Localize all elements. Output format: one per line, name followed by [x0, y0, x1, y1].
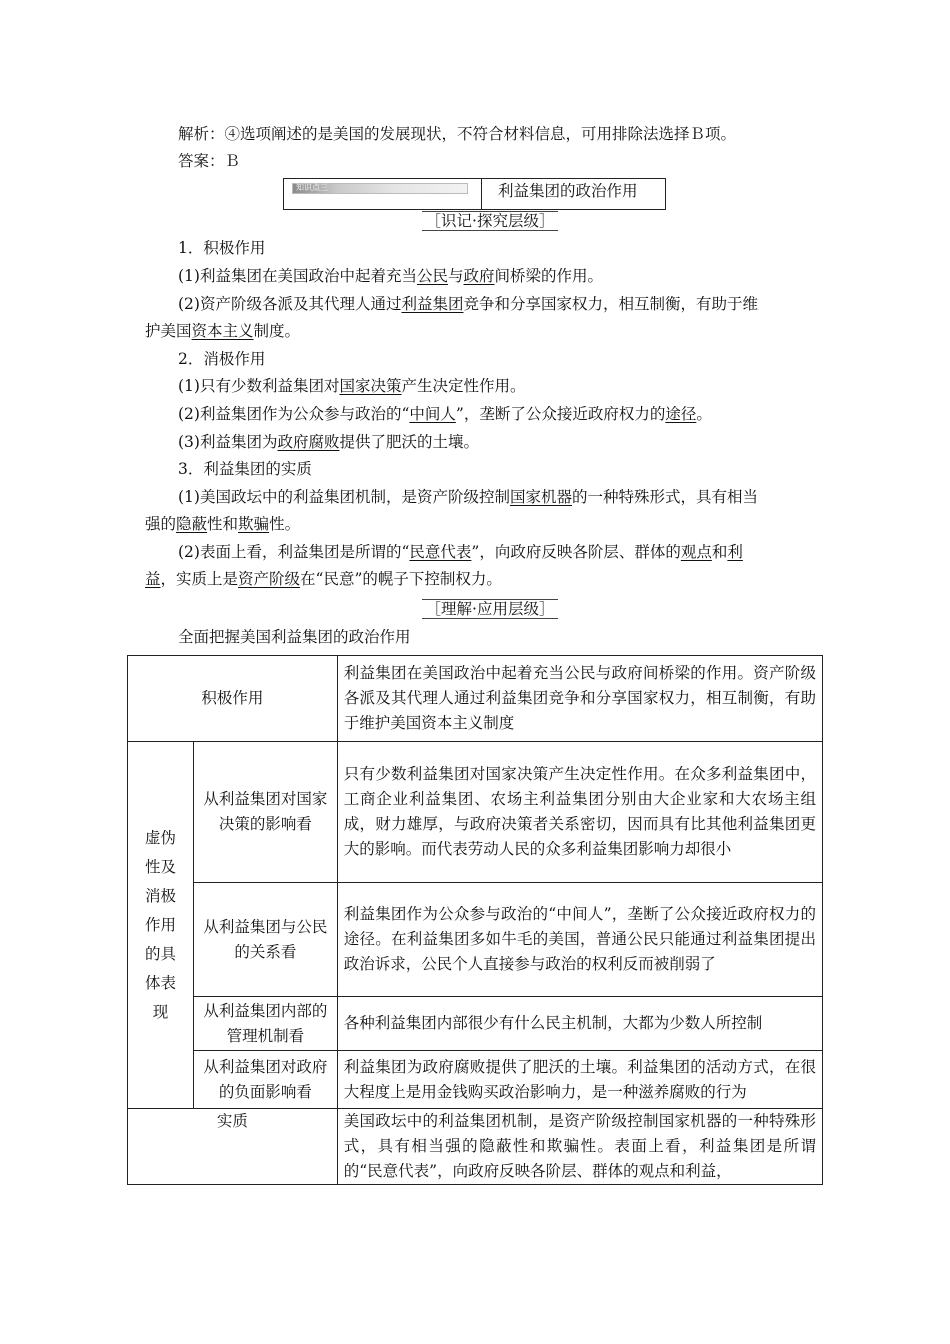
aspect-text-cell: 利益集团作为公众参与政治的“中间人”，垄断了公众接近政府权力的途径。在利益集团多如牛毛的美国，普通公民只能通过利益集团提出政治诉求，公民个人直接参与政治的权利反而被削弱了 — [337, 883, 822, 997]
essence-text-cell: 美国政坛中的利益集团机制，是资产阶级控制国家机器的一种特殊形式，具有相当强的隐蔽性和欺骗性。表面上看，利益集团是所谓的“民意代表”，向政府反映各阶层、群体的观点和利益， — [337, 1109, 822, 1185]
positive-point-2: (2)资产阶级各派及其代理人通过利益集团竞争和分享国家权力，相互制衡，有助于维 — [178, 295, 758, 313]
negative-heading: 2．消极作用 — [178, 350, 266, 368]
section-header — [283, 178, 666, 210]
negative-point-3: (3)利益集团为政府腐败提供了肥沃的土壤。 — [178, 433, 479, 451]
negative-point-1: (1)只有少数利益集团对国家决策产生决定性作用。 — [178, 377, 526, 395]
essence-label-cell: 实质 — [128, 1109, 338, 1185]
positive-point-1: (1)利益集团在美国政治中起着充当公民与政府间桥梁的作用。 — [178, 267, 604, 285]
positive-point-2-cont: 护美国资本主义制度。 — [145, 322, 301, 340]
section-tag-label: 知识点三 — [296, 183, 328, 192]
table-row — [128, 656, 823, 742]
aspect-text-cell: 只有少数利益集团对国家决策产生决定性作用。在众多利益集团中，工商企业利益集团、农场主利益集团分别由大企业家和大农场主组成，财力雄厚，与政府决策者关系密切，因而具有比其他利益集团更大的影响。而代表劳动人民的众多利益集团影响力却很小 — [337, 742, 822, 883]
essence-heading: 3．利益集团的实质 — [178, 460, 312, 478]
section-divider — [481, 179, 482, 209]
section-tag-badge — [292, 183, 468, 194]
essence-point-2: (2)表面上看，利益集团是所谓的“民意代表”，向政府反映各阶层、群体的观点和利 — [178, 543, 743, 561]
aspect-cell: 从利益集团内部的管理机制看 — [193, 997, 337, 1051]
essence-point-2-cont: 益，实质上是资产阶级在“民意”的幌子下控制权力。 — [145, 570, 502, 588]
aspect-cell: 从利益集团对政府的负面影响看 — [193, 1051, 337, 1109]
essence-point-1: (1)美国政坛中的利益集团机制，是资产阶级控制国家机器的一种特殊形式，具有相当 — [178, 488, 758, 506]
positive-label-cell: 积极作用 — [128, 656, 338, 742]
positive-heading: 1．积极作用 — [178, 239, 266, 257]
table-intro: 全面把握美国利益集团的政治作用 — [178, 628, 411, 646]
aspect-text-cell: 利益集团为政府腐败提供了肥沃的土壤。利益集团的活动方式，在很大程度上是用金钱购买政治影响力，是一种滋养腐败的行为 — [337, 1051, 822, 1109]
section-title: 利益集团的政治作用 — [498, 182, 638, 200]
table-row — [128, 742, 823, 883]
analysis-text: 解析：④选项阐述的是美国的发展现状，不符合材料信息，可用排除法选择Ｂ项。 — [178, 125, 737, 143]
level-label-recall: ［识记·探究层级］ — [422, 211, 558, 231]
negative-point-2: (2)利益集团作为公众参与政治的“中间人”，垄断了公众接近政府权力的途径。 — [178, 405, 712, 423]
table-row — [128, 1051, 823, 1109]
summary-table — [127, 655, 823, 1185]
positive-text-cell: 利益集团在美国政治中起着充当公民与政府间桥梁的作用。资产阶级各派及其代理人通过利益集团竞争和分享国家权力，相互制衡，有助于维护美国资本主义制度 — [337, 656, 822, 742]
essence-point-1-cont: 强的隐蔽性和欺骗性。 — [145, 515, 301, 533]
answer-text: 答案：Ｂ — [178, 152, 241, 170]
aspect-cell: 从利益集团与公民的关系看 — [193, 883, 337, 997]
table-row — [128, 883, 823, 997]
aspect-text-cell: 各种利益集团内部很少有什么民主机制，大都为少数人所控制 — [337, 997, 822, 1051]
level-label-apply: ［理解·应用层级］ — [422, 599, 558, 619]
negative-label-cell: 虚伪性及消极作用的具体表现 — [128, 742, 194, 1109]
table-row — [128, 1109, 823, 1185]
table-row — [128, 997, 823, 1051]
aspect-cell: 从利益集团对国家决策的影响看 — [193, 742, 337, 883]
